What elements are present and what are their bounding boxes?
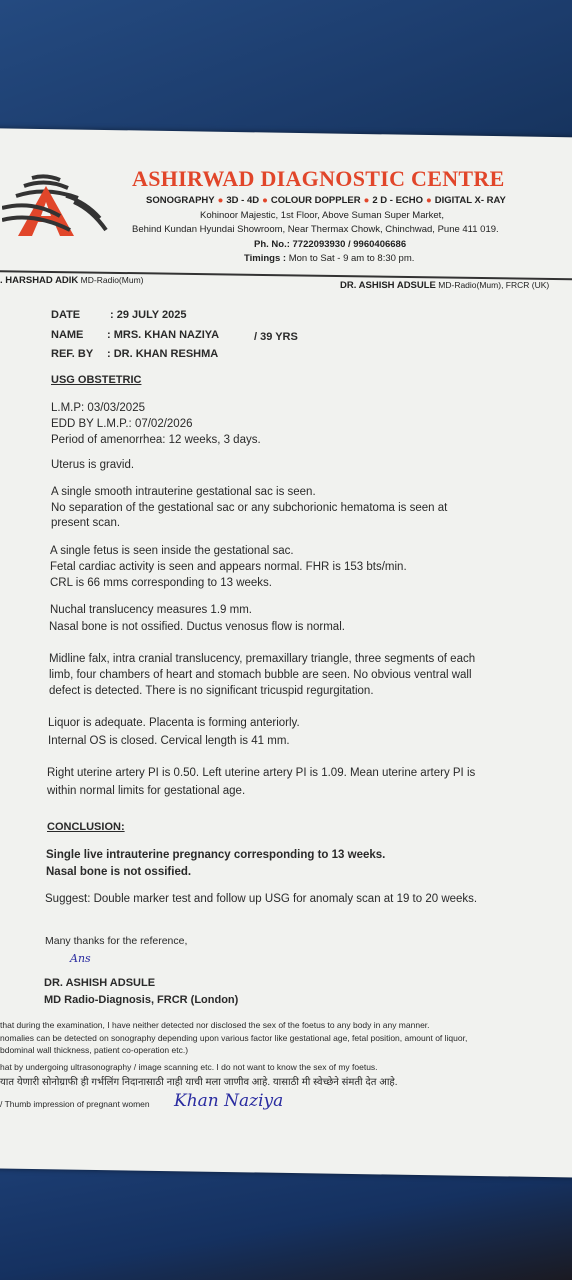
doctor-signature-mark: Ans <box>70 952 91 965</box>
bullet-icon: ● <box>217 195 224 206</box>
date-value: : 29 JULY 2025 <box>110 309 187 321</box>
doctor-left-name: . HARSHAD ADIK <box>0 275 79 286</box>
nuchal-line-2: Nasal bone is not ossified. Ductus venosus flow is normal. <box>49 621 345 633</box>
service-item: DIGITAL X- RAY <box>434 195 506 206</box>
declaration-line-hindi: यात येणारी सोनोग्राफी ही गर्भलिंग निदानासाठी नाही याची मला जाणीव आहे. यासाठी मी स्वेच्छेने संमती देत आहे. <box>0 1077 398 1088</box>
doctor-left <box>0 275 143 286</box>
address-line-2: Behind Kundan Hyundai Showroom, Near Thermax Chowk, Chinchwad, Pune 411 019. <box>132 224 499 235</box>
name-value: : MRS. KHAN NAZIYA <box>107 329 220 341</box>
service-item: SONOGRAPHY <box>146 195 215 206</box>
bullet-icon: ● <box>262 195 268 206</box>
phone-number: Ph. No.: 7722093930 / 9960406686 <box>254 239 407 250</box>
midline-line-3: defect is detected. There is no significant tricuspid regurgitation. <box>49 685 374 697</box>
fetus-line-1: A single fetus is seen inside the gestational sac. <box>50 545 294 557</box>
sac-line-3: present scan. <box>51 517 121 529</box>
nuchal-line-1: Nuchal translucency measures 1.9 mm. <box>50 604 252 616</box>
date-label: DATE <box>51 309 81 321</box>
address-line-1: Kohinoor Majestic, 1st Floor, Above Suman Super Market, <box>200 210 444 221</box>
declaration-line-3: bdominal wall thickness, patient co-operation etc.) <box>0 1045 189 1055</box>
services-line <box>146 195 506 206</box>
suggestion: Suggest: Double marker test and follow up USG for anomaly scan at 19 to 20 weeks. <box>45 893 478 905</box>
lmp: L.M.P: 03/03/2025 <box>51 402 145 414</box>
thumb-impression-label: / Thumb impression of pregnant women <box>0 1099 150 1109</box>
ref-value: : DR. KHAN RESHMA <box>107 348 219 360</box>
report-title: USG OBSTETRIC <box>51 374 142 386</box>
signer-name: DR. ASHISH ADSULE <box>44 977 156 989</box>
artery-line-1: Right uterine artery PI is 0.50. Left uterine artery PI is 1.09. Mean uterine artery PI is <box>47 767 476 779</box>
declaration-line-4: hat by undergoing ultrasonography / image scanning etc. I do not want to know the sex of my foetus. <box>0 1062 378 1072</box>
background-top <box>0 0 572 150</box>
bullet-icon: ● <box>426 195 432 206</box>
centre-logo-icon <box>2 172 112 247</box>
timings <box>244 253 414 264</box>
conclusion-line-1: Single live intrauterine pregnancy corresponding to 13 weeks. <box>46 849 386 861</box>
service-item: COLOUR DOPPLER <box>270 195 361 206</box>
declaration-line-1: that during the examination, I have neither detected nor disclosed the sex of the foetus to any body in any manner. <box>0 1020 430 1030</box>
amenorrhea: Period of amenorrhea: 12 weeks, 3 days. <box>51 434 261 446</box>
patient-signature: Khan Naziya <box>174 1091 284 1111</box>
service-item: 3D - 4D <box>226 195 260 206</box>
timings-label: Timings : <box>244 253 287 264</box>
sac-line-1: A single smooth intrauterine gestational sac is seen. <box>51 486 316 498</box>
uterus-finding: Uterus is gravid. <box>51 459 135 471</box>
liquor-line-2: Internal OS is closed. Cervical length is 41 mm. <box>48 735 290 747</box>
doctor-left-qualification: MD-Radio(Mum) <box>80 275 144 285</box>
liquor-line-1: Liquor is adequate. Placenta is forming anteriorly. <box>48 717 300 729</box>
patient-age: / 39 YRS <box>254 331 298 343</box>
conclusion-line-2: Nasal bone is not ossified. <box>46 866 192 878</box>
declaration-line-2: nomalies can be detected on sonography depending upon various factor like gestational age, fetal position, amount of liquor, <box>0 1033 468 1043</box>
sac-line-2: No separation of the gestational sac or any subchorionic hematoma is seen at <box>51 502 448 514</box>
fetus-line-2: Fetal cardiac activity is seen and appears normal. FHR is 153 bts/min. <box>50 561 407 573</box>
thanks-note: Many thanks for the reference, <box>45 935 188 947</box>
doctor-right <box>340 280 549 291</box>
edd: EDD BY L.M.P.: 07/02/2026 <box>51 418 193 430</box>
timings-value: Mon to Sat - 9 am to 8:30 pm. <box>288 253 415 264</box>
centre-name: ASHIRWAD DIAGNOSTIC CENTRE <box>132 166 505 191</box>
midline-line-2: limb, four chambers of heart and stomach bubble are seen. No obvious ventral wall <box>49 669 472 681</box>
service-item: 2 D - ECHO <box>372 195 424 206</box>
conclusion-title: CONCLUSION: <box>47 821 125 833</box>
bullet-icon: ● <box>363 195 370 206</box>
artery-line-2: within normal limits for gestational age. <box>47 785 246 797</box>
doctor-right-name: DR. ASHISH ADSULE <box>340 280 436 291</box>
midline-line-1: Midline falx, intra cranial translucency, premaxillary triangle, three segments of each <box>49 653 476 665</box>
doctor-right-qualification: MD-Radio(Mum), FRCR (UK) <box>438 280 550 290</box>
name-label: NAME <box>51 329 84 341</box>
fetus-line-3: CRL is 66 mms corresponding to 13 weeks. <box>50 577 273 589</box>
ref-label: REF. BY <box>51 348 94 360</box>
signer-qualification: MD Radio-Diagnosis, FRCR (London) <box>44 994 239 1006</box>
